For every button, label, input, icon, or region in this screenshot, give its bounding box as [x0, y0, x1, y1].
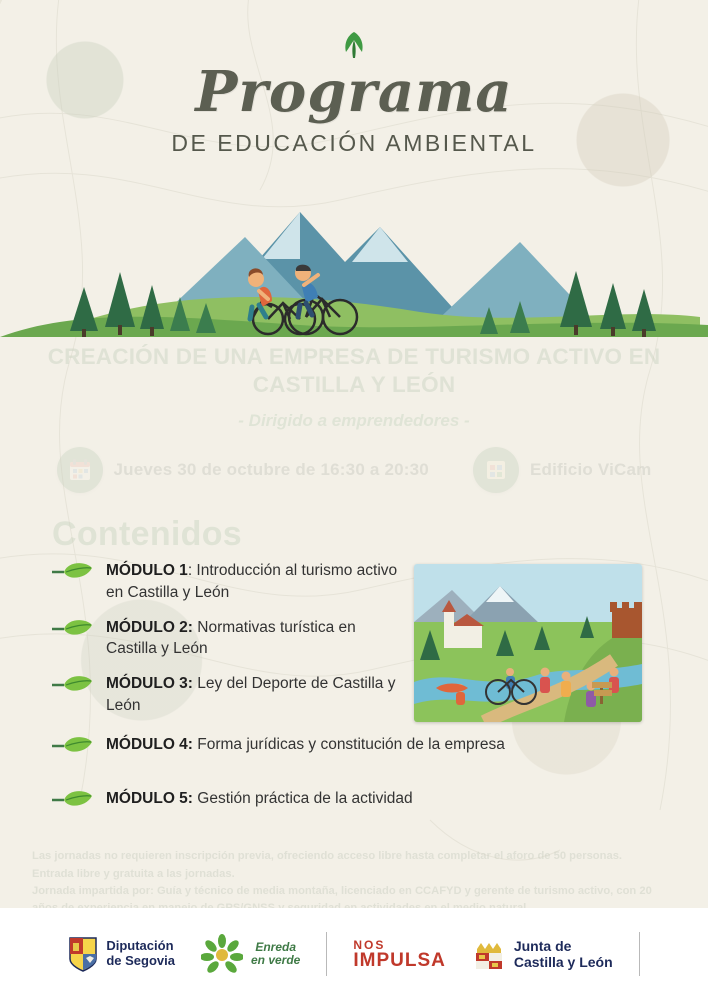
jcyl-line2: Castilla y León: [513, 954, 613, 970]
leaf-bullet-icon: [52, 619, 94, 639]
enreda-line1: Enreda: [255, 939, 296, 954]
leaf-bullet-icon: [52, 675, 94, 695]
module-label: MÓDULO 4:: [106, 736, 193, 754]
modules-list: [52, 560, 652, 822]
module-item: [52, 734, 652, 768]
footer: [0, 908, 708, 1000]
diputacion-line2: de Segovia: [106, 953, 175, 968]
enreda-text: [251, 941, 300, 967]
nos-impulsa-line2: IMPULSA: [353, 949, 446, 971]
enreda-logo: [201, 933, 300, 975]
page-subtitle: DE EDUCACIÓN AMBIENTAL: [171, 130, 537, 156]
footer-divider-left: [326, 932, 327, 976]
module-desc: Gestión práctica de la actividad: [192, 790, 413, 808]
jcyl-text: [514, 938, 613, 970]
segovia-coat-of-arms-icon: [68, 935, 98, 973]
diputacion-text: [106, 939, 175, 969]
module-label: MÓDULO 5:: [106, 790, 193, 808]
module-desc: Normativas turística en Castilla y León: [106, 618, 356, 658]
module-label: MÓDULO 1: [106, 562, 188, 580]
module-item: [52, 788, 652, 822]
module-text: [106, 734, 505, 756]
module-text: [106, 788, 413, 810]
module-text: [106, 617, 406, 660]
module-desc: Forma jurídicas y constitución de la empresa: [192, 736, 505, 754]
jcyl-logo: [472, 935, 613, 973]
module-label: MÓDULO 3:: [106, 675, 193, 692]
module-desc: Ley del Deporte de Castilla y León: [106, 675, 396, 714]
leaf-bullet-icon: [52, 562, 94, 582]
leaf-bullet-icon: [52, 736, 94, 756]
jcyl-line1: Junta de: [513, 937, 572, 954]
module-text: [106, 560, 406, 603]
enreda-line2: en verde: [250, 953, 301, 967]
diputacion-line1: Diputación: [106, 938, 174, 954]
enreda-en-verde-icon: [201, 933, 243, 975]
page-title: Programa: [195, 59, 513, 125]
leaf-bullet-icon: [52, 790, 94, 810]
nos-impulsa-line1: NOS: [353, 937, 386, 952]
outdoor-activities-photo: [414, 564, 642, 722]
module-text: [106, 673, 406, 716]
hero-illustration: [0, 167, 708, 327]
diputacion-logo: [68, 935, 175, 973]
module-label: MÓDULO 2:: [106, 618, 193, 636]
footer-divider-right: [639, 932, 640, 976]
module-desc: : Introducción al turismo activo en Castilla y León: [106, 562, 398, 601]
castilla-y-leon-coat-of-arms-icon: [472, 935, 506, 973]
nos-impulsa-logo: [353, 939, 446, 970]
green-leaf-icon: [337, 30, 371, 60]
header: [0, 0, 708, 157]
